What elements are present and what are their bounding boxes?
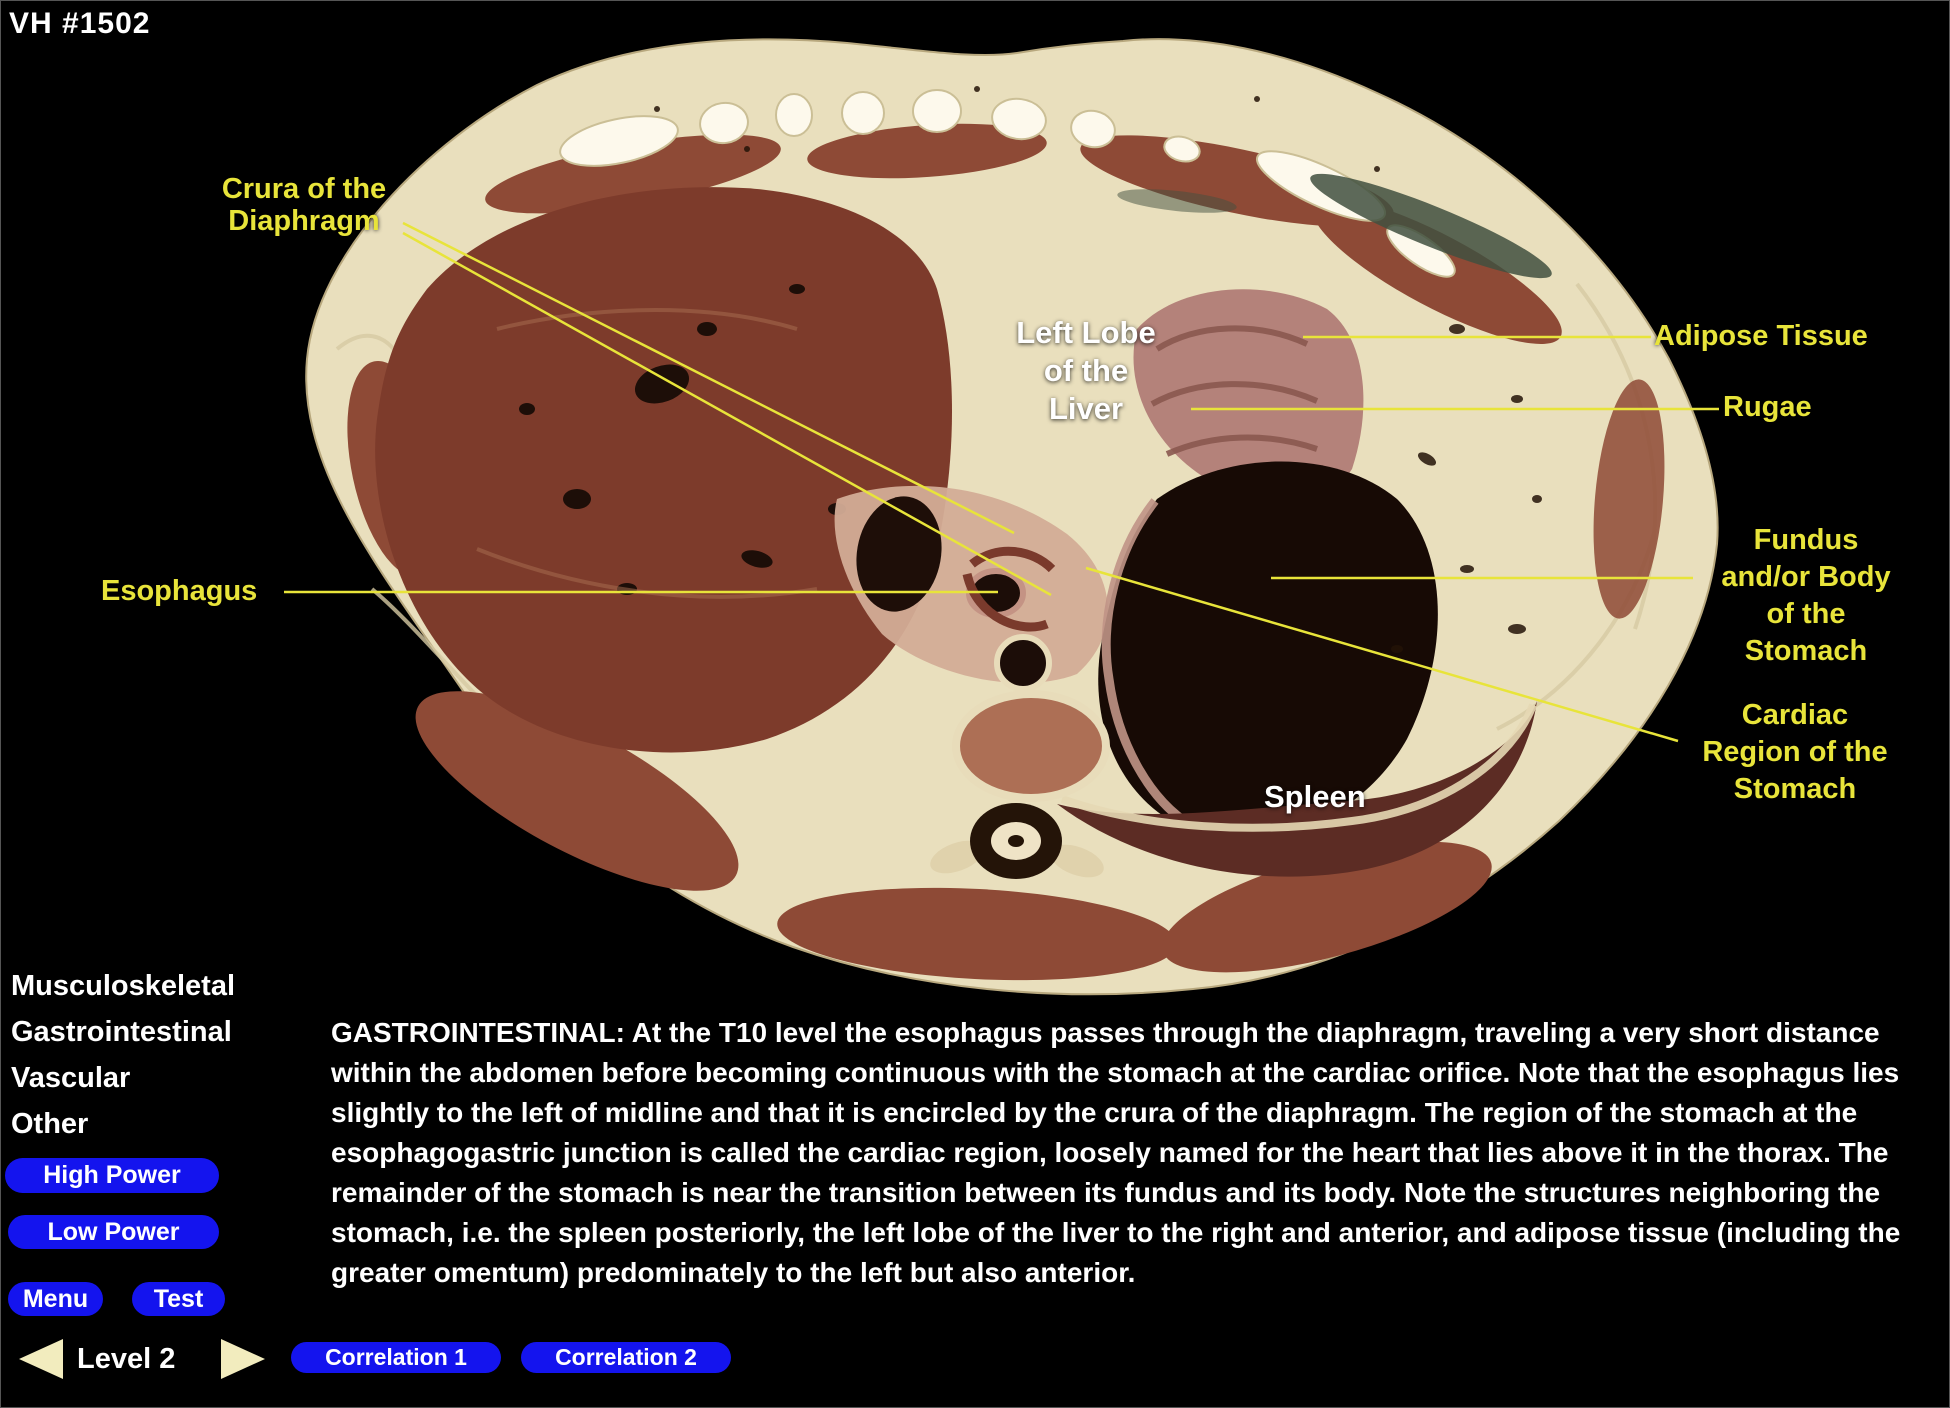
level-label: Level 2 bbox=[77, 1343, 176, 1375]
menu-item-vascular[interactable]: Vascular bbox=[11, 1062, 131, 1094]
specimen-id: VH #1502 bbox=[9, 7, 151, 40]
annotation-crura-of-diaphragm bbox=[199, 173, 409, 237]
menu-item-gastrointestinal[interactable]: Gastrointestinal bbox=[11, 1016, 232, 1048]
annotation-line: Stomach bbox=[1744, 635, 1868, 667]
anatomy-cross-section-image bbox=[277, 29, 1725, 1004]
annotation-line: of the bbox=[1043, 353, 1129, 388]
annotation-line: of the bbox=[1766, 598, 1846, 630]
menu-button[interactable]: Menu bbox=[8, 1282, 103, 1316]
low-power-button[interactable]: Low Power bbox=[8, 1215, 219, 1249]
annotation-line: Cardiac bbox=[1741, 699, 1849, 731]
annotation-esophagus: Esophagus bbox=[101, 575, 258, 607]
annotation-line: Diaphragm bbox=[228, 205, 380, 237]
test-button[interactable]: Test bbox=[132, 1282, 225, 1316]
annotation-line: and/or Body bbox=[1721, 561, 1891, 593]
system-category-menu bbox=[11, 963, 235, 1147]
annotation-adipose-tissue: Adipose Tissue bbox=[1654, 320, 1868, 352]
annotation-rugae: Rugae bbox=[1723, 391, 1812, 423]
correlation-1-button[interactable]: Correlation 1 bbox=[291, 1342, 501, 1373]
annotation-line: Stomach bbox=[1733, 773, 1857, 805]
menu-item-other[interactable]: Other bbox=[11, 1108, 89, 1140]
annotation-line: Liver bbox=[1048, 391, 1124, 426]
annotation-line: Left Lobe bbox=[1016, 315, 1156, 350]
next-level-arrow-icon[interactable] bbox=[221, 1339, 265, 1379]
annotation-left-lobe-liver bbox=[994, 314, 1178, 428]
annotation-line: Fundus bbox=[1753, 524, 1859, 556]
annotation-line: Crura of the bbox=[221, 173, 387, 205]
menu-item-musculoskeletal[interactable]: Musculoskeletal bbox=[11, 970, 236, 1002]
annotation-fundus-body-stomach bbox=[1699, 522, 1913, 670]
annotation-spleen: Spleen bbox=[1264, 779, 1366, 814]
previous-level-arrow-icon[interactable] bbox=[19, 1339, 63, 1379]
correlation-2-button[interactable]: Correlation 2 bbox=[521, 1342, 731, 1373]
annotation-line: Region of the bbox=[1702, 736, 1888, 768]
gastrointestinal-description-text: GASTROINTESTINAL: At the T10 level the esophagus passes through the diaphragm, traveling a very short distance within the abdomen before becoming continuous with the stomach at the cardiac orifice. Note that the esophagus lies slightly to the left of midline and that it is encircled by the crura of the diaphragm. The region of the stomach at the esophagogastric junction is called the cardiac region, loosely named for the heart that lies above it in the thorax. The remainder of the stomach is near the transition between its fundus and its body. Note the structures neighboring the stomach, i.e. the spleen posteriorly, the left lobe of the liver to the right and anterior, and adipose tissue (including the greater omentum) predominately to the left but also anterior. bbox=[331, 1017, 1901, 1288]
annotation-cardiac-region-stomach bbox=[1681, 697, 1909, 808]
high-power-button[interactable]: High Power bbox=[5, 1158, 219, 1193]
